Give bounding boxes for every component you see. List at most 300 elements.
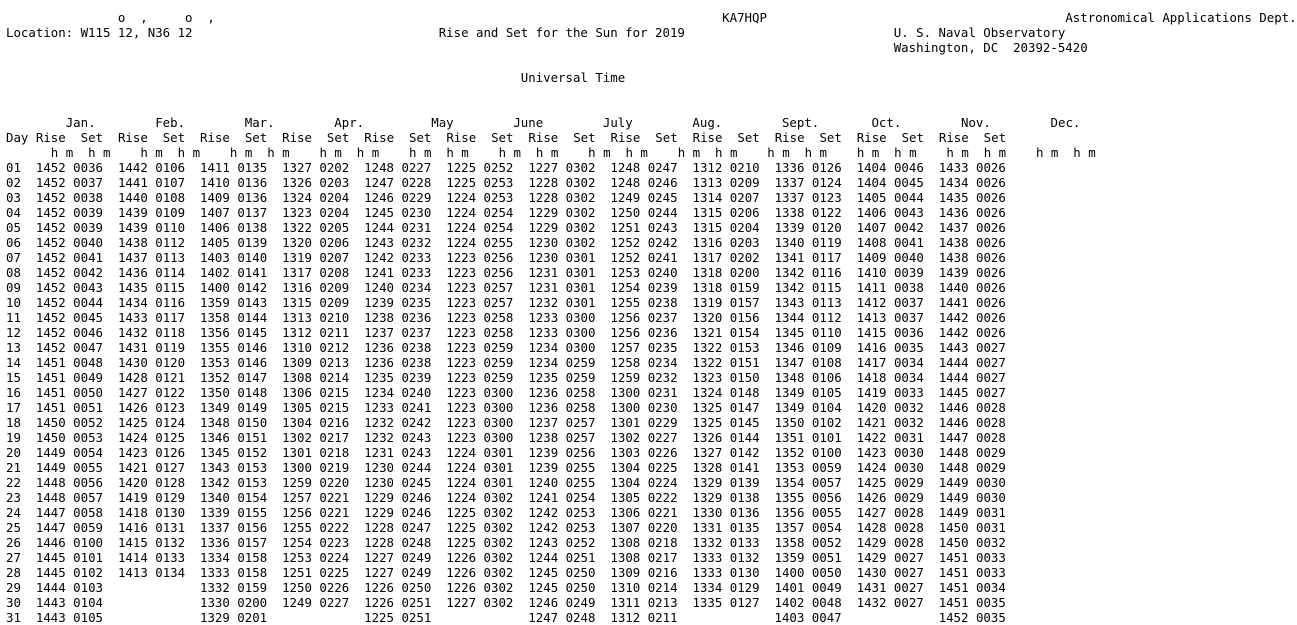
- rise-set-cell: 1245 0250: [528, 580, 596, 595]
- rise-set-cell: 1442 0026: [938, 310, 1006, 325]
- rise-set-cell: 1232 0242: [364, 415, 432, 430]
- rise-set-cell: 1230 0302: [528, 235, 596, 250]
- rise-set-cell: 1230 0245: [364, 475, 432, 490]
- rise-set-cell: 1353 0059: [774, 460, 842, 475]
- rise-set-cell: 1329 0201: [200, 610, 268, 625]
- rise-set-cell: 1234 0259: [528, 355, 596, 370]
- rise-set-cell: 1450 0052: [35, 415, 103, 430]
- day-number: 22: [6, 475, 21, 490]
- rise-set-cell: 1236 0258: [528, 385, 596, 400]
- rise-set-cell: 1300 0230: [610, 400, 678, 415]
- rise-set-cell: 1256 0236: [610, 325, 678, 340]
- rise-set-cell: 1254 0239: [610, 280, 678, 295]
- day-number: 13: [6, 340, 21, 355]
- rise-set-cell: 1332 0159: [200, 580, 268, 595]
- rise-set-cell: 1450 0031: [938, 520, 1006, 535]
- rise-set-cell: 1308 0214: [282, 370, 350, 385]
- table-line: [6, 25, 1065, 40]
- day-number: 07: [6, 250, 21, 265]
- rise-set-cell: 1323 0150: [692, 370, 760, 385]
- rise-set-cell: 1223 0256: [446, 250, 514, 265]
- rise-set-cell: 1341 0117: [774, 250, 842, 265]
- rise-set-cell: 1320 0156: [692, 310, 760, 325]
- rise-set-cell: 1237 0257: [528, 415, 596, 430]
- set-label: Set: [573, 130, 596, 145]
- rise-set-cell: 1450 0032: [938, 535, 1006, 550]
- location-label: Location: W115 12, N36 12: [6, 25, 193, 40]
- rise-label: Rise: [856, 130, 887, 145]
- rise-set-cell: 1315 0209: [282, 295, 350, 310]
- rise-set-cell: 1252 0242: [610, 235, 678, 250]
- rise-set-cell: 1313 0209: [692, 175, 760, 190]
- rise-set-cell: 1346 0109: [774, 340, 842, 355]
- rise-set-cell: 1346 0151: [200, 430, 268, 445]
- rise-set-cell: 1432 0118: [117, 325, 186, 340]
- rise-set-cell: 1344 0112: [774, 310, 842, 325]
- table-line: [6, 220, 1013, 235]
- day-number: 31: [6, 610, 21, 625]
- rise-set-cell: 1409 0136: [200, 190, 268, 205]
- rise-set-cell: 1451 0034: [938, 580, 1006, 595]
- rise-set-cell: 1340 0119: [774, 235, 842, 250]
- rise-set-cell: 1451 0051: [35, 400, 103, 415]
- rise-set-cell: 1446 0028: [938, 400, 1006, 415]
- rise-set-cell: 1334 0129: [692, 580, 760, 595]
- rise-set-cell: 1324 0204: [282, 190, 350, 205]
- rise-set-cell: 1451 0050: [35, 385, 103, 400]
- rise-units: h m: [946, 145, 969, 160]
- rise-set-cell: 1249 0245: [610, 190, 678, 205]
- rise-set-cell: 1415 0132: [117, 535, 186, 550]
- day-number: 01: [6, 160, 21, 175]
- rise-set-cell: 1436 0114: [117, 265, 186, 280]
- rise-set-cell: 1330 0200: [200, 595, 268, 610]
- rise-set-cell: 1236 0258: [528, 400, 596, 415]
- rise-set-cell: 1431 0119: [117, 340, 186, 355]
- set-units: h m: [88, 145, 111, 160]
- rise-set-cell: 1443 0027: [938, 340, 1006, 355]
- rise-set-cell: 1223 0256: [446, 265, 514, 280]
- rise-set-cell: 1430 0027: [856, 565, 924, 580]
- rise-set-cell: 1256 0237: [610, 310, 678, 325]
- rise-set-cell: 1225 0252: [446, 160, 514, 175]
- rise-label: Rise: [364, 130, 395, 145]
- rise-set-cell: 1337 0156: [200, 520, 268, 535]
- rise-set-cell: 1224 0301: [446, 445, 514, 460]
- month-header: Mar.: [244, 115, 275, 130]
- day-number: 30: [6, 595, 21, 610]
- rise-set-cell: 1229 0302: [528, 220, 596, 235]
- rise-set-cell: 1224 0254: [446, 205, 514, 220]
- observatory-name: U. S. Naval Observatory: [893, 25, 1066, 40]
- rise-set-cell: 1406 0138: [200, 220, 268, 235]
- rise-set-cell: 1315 0206: [692, 205, 760, 220]
- rise-set-cell: 1413 0037: [856, 310, 924, 325]
- table-line: [6, 295, 1013, 310]
- rise-set-cell: 1329 0138: [692, 490, 760, 505]
- set-label: Set: [80, 130, 104, 145]
- set-label: Set: [244, 130, 268, 145]
- rise-set-cell: 1433 0117: [117, 310, 186, 325]
- table-line: [6, 520, 1013, 535]
- rise-set-cell: 1429 0027: [856, 550, 924, 565]
- rise-set-cell: 1302 0217: [282, 430, 350, 445]
- rise-set-cell: 1350 0102: [774, 415, 842, 430]
- rise-set-cell: 1452 0040: [35, 235, 103, 250]
- rise-set-cell: 1446 0028: [938, 415, 1006, 430]
- rise-set-cell: 1440 0108: [117, 190, 186, 205]
- table-line: [6, 460, 1013, 475]
- table-line: [6, 490, 1013, 505]
- rise-set-cell: 1403 0140: [200, 250, 268, 265]
- rise-set-cell: 1321 0154: [692, 325, 760, 340]
- rise-set-cell: 1223 0300: [446, 430, 514, 445]
- rise-set-cell: 1419 0033: [856, 385, 924, 400]
- day-number: 17: [6, 400, 21, 415]
- rise-set-cell: 1236 0238: [364, 340, 432, 355]
- table-line: [6, 250, 1013, 265]
- rise-set-cell: 1450 0053: [35, 430, 103, 445]
- rise-set-cell: 1355 0146: [200, 340, 268, 355]
- rise-set-cell: 1338 0122: [774, 205, 842, 220]
- rise-set-cell: 1444 0103: [35, 580, 103, 595]
- rise-set-cell: 1246 0229: [364, 190, 432, 205]
- month-header: June: [513, 115, 544, 130]
- rise-set-cell: 1438 0026: [938, 250, 1006, 265]
- rise-set-cell: 1421 0032: [856, 415, 924, 430]
- rise-set-cell: 1242 0253: [528, 505, 596, 520]
- rise-set-cell: 1233 0300: [528, 310, 596, 325]
- rise-set-cell: 1232 0243: [364, 430, 432, 445]
- rise-set-cell: 1257 0221: [282, 490, 350, 505]
- table-line: [6, 475, 1013, 490]
- rise-set-cell: 1231 0243: [364, 445, 432, 460]
- month-header: Jan.: [65, 115, 96, 130]
- set-label: Set: [162, 130, 186, 145]
- rise-set-cell: 1239 0256: [528, 445, 596, 460]
- rise-set-cell: 1326 0203: [282, 175, 350, 190]
- rise-set-cell: 1226 0251: [364, 595, 432, 610]
- rise-set-cell: 1336 0157: [200, 535, 268, 550]
- day-number: 05: [6, 220, 21, 235]
- rise-set-cell: 1339 0120: [774, 220, 842, 235]
- rise-set-cell: 1434 0026: [938, 175, 1006, 190]
- table-line: [6, 265, 1013, 280]
- rise-set-cell: 1449 0031: [938, 505, 1006, 520]
- rise-set-cell: 1433 0026: [938, 160, 1006, 175]
- month-header: Oct.: [871, 115, 902, 130]
- rise-set-cell: 1227 0249: [364, 550, 432, 565]
- rise-set-cell: 1307 0220: [610, 520, 678, 535]
- day-number: 06: [6, 235, 21, 250]
- rise-set-cell: 1256 0221: [282, 505, 350, 520]
- table-line: [6, 145, 1103, 160]
- rise-set-cell: 1443 0104: [35, 595, 103, 610]
- table-line: [6, 370, 1013, 385]
- table-line: [6, 430, 1013, 445]
- rise-set-cell: 1250 0244: [610, 205, 678, 220]
- rise-set-cell: 1223 0257: [446, 280, 514, 295]
- rise-units: h m: [677, 145, 701, 160]
- rise-set-cell: 1241 0254: [528, 490, 596, 505]
- rise-set-cell: 1448 0029: [938, 460, 1006, 475]
- table-line: [6, 10, 1297, 25]
- rise-set-cell: 1426 0029: [856, 490, 924, 505]
- rise-set-cell: 1352 0100: [774, 445, 842, 460]
- station-call-sign: KA7HQP: [722, 10, 767, 25]
- rise-set-cell: 1345 0110: [774, 325, 842, 340]
- table-line: [6, 70, 625, 85]
- rise-set-cell: 1230 0301: [528, 250, 596, 265]
- rise-set-cell: 1234 0240: [364, 385, 432, 400]
- rise-set-cell: 1415 0036: [856, 325, 924, 340]
- day-number: 04: [6, 205, 21, 220]
- rise-set-cell: 1255 0238: [610, 295, 678, 310]
- rise-set-cell: 1451 0033: [938, 565, 1006, 580]
- rise-set-cell: 1305 0215: [282, 400, 350, 415]
- day-number: 12: [6, 325, 21, 340]
- rise-label: Rise: [282, 130, 312, 145]
- rise-set-cell: 1442 0106: [117, 160, 186, 175]
- rise-set-cell: 1349 0104: [774, 400, 842, 415]
- rise-set-cell: 1248 0227: [364, 160, 432, 175]
- rise-set-cell: 1237 0237: [364, 325, 432, 340]
- rise-set-cell: 1230 0244: [364, 460, 432, 475]
- rise-set-cell: 1240 0255: [528, 475, 596, 490]
- rise-set-cell: 1434 0116: [117, 295, 186, 310]
- rise-units: h m: [856, 145, 880, 160]
- rise-set-cell: 1252 0241: [610, 250, 678, 265]
- rise-set-cell: 1426 0123: [117, 400, 186, 415]
- table-line: [6, 595, 1013, 610]
- rise-set-cell: 1451 0033: [938, 550, 1006, 565]
- table-line: [6, 235, 1013, 250]
- table-line: [6, 310, 1013, 325]
- rise-set-cell: 1312 0210: [692, 160, 760, 175]
- day-number: 03: [6, 190, 21, 205]
- rise-set-cell: 1240 0234: [364, 280, 432, 295]
- rise-set-cell: 1234 0300: [528, 340, 596, 355]
- rise-set-cell: 1424 0125: [117, 430, 186, 445]
- set-units: h m: [535, 145, 559, 160]
- rise-set-cell: 1236 0238: [364, 355, 432, 370]
- rise-set-cell: 1225 0302: [446, 535, 514, 550]
- rise-set-cell: 1449 0030: [938, 490, 1006, 505]
- rise-set-cell: 1431 0027: [856, 580, 924, 595]
- day-number: 25: [6, 520, 21, 535]
- rise-set-cell: 1323 0204: [282, 205, 350, 220]
- rise-set-cell: 1334 0158: [200, 550, 268, 565]
- rise-set-cell: 1316 0209: [282, 280, 350, 295]
- rise-set-cell: 1414 0133: [117, 550, 186, 565]
- set-units: h m: [446, 145, 469, 160]
- day-number: 23: [6, 490, 21, 505]
- rise-set-cell: 1309 0216: [610, 565, 678, 580]
- table-line: [6, 385, 1013, 400]
- rise-label: Rise: [117, 130, 148, 145]
- rise-set-cell: 1318 0200: [692, 265, 760, 280]
- rise-set-cell: 1428 0121: [117, 370, 186, 385]
- rise-set-cell: 1423 0030: [856, 445, 924, 460]
- day-number: 27: [6, 550, 21, 565]
- rise-set-cell: 1358 0052: [774, 535, 842, 550]
- rise-set-cell: 1228 0248: [364, 535, 432, 550]
- rise-set-cell: 1407 0042: [856, 220, 924, 235]
- table-line: [6, 355, 1013, 370]
- rise-set-cell: 1439 0026: [938, 265, 1006, 280]
- day-number: 18: [6, 415, 21, 430]
- rise-set-cell: 1353 0146: [200, 355, 268, 370]
- table-line: [6, 340, 1013, 355]
- location-degree-marks: o , o ,: [117, 10, 215, 25]
- day-column-label: Day: [6, 130, 29, 145]
- rise-units: h m: [409, 145, 432, 160]
- rise-set-cell: 1419 0129: [117, 490, 186, 505]
- table-line: [6, 115, 1080, 130]
- rise-set-cell: 1309 0213: [282, 355, 350, 370]
- day-number: 16: [6, 385, 21, 400]
- rise-units: h m: [50, 145, 74, 160]
- set-label: Set: [737, 130, 760, 145]
- rise-set-cell: 1225 0253: [446, 175, 514, 190]
- table-line: [6, 175, 1013, 190]
- rise-label: Rise: [35, 130, 66, 145]
- rise-set-cell: 1326 0144: [692, 430, 760, 445]
- rise-set-cell: 1424 0030: [856, 460, 924, 475]
- rise-set-cell: 1238 0257: [528, 430, 596, 445]
- rise-set-cell: 1420 0032: [856, 400, 924, 415]
- rise-set-cell: 1448 0029: [938, 445, 1006, 460]
- day-number: 14: [6, 355, 21, 370]
- rise-set-cell: 1233 0241: [364, 400, 432, 415]
- set-label: Set: [409, 130, 432, 145]
- rise-set-cell: 1329 0139: [692, 475, 760, 490]
- rise-set-cell: 1452 0039: [35, 220, 103, 235]
- rise-set-cell: 1422 0031: [856, 430, 924, 445]
- rise-set-cell: 1303 0226: [610, 445, 678, 460]
- rise-set-cell: 1318 0159: [692, 280, 760, 295]
- rise-units: h m: [319, 145, 342, 160]
- rise-label: Rise: [610, 130, 641, 145]
- rise-set-cell: 1405 0139: [200, 235, 268, 250]
- rise-set-cell: 1342 0116: [774, 265, 842, 280]
- rise-set-cell: 1359 0051: [774, 550, 842, 565]
- table-line: [6, 415, 1013, 430]
- rise-set-cell: 1403 0047: [774, 610, 842, 625]
- rise-set-cell: 1325 0147: [692, 400, 760, 415]
- rise-set-cell: 1438 0026: [938, 235, 1006, 250]
- rise-units: h m: [1035, 145, 1059, 160]
- time-zone-label: Universal Time: [520, 70, 626, 85]
- rise-set-cell: 1223 0257: [446, 295, 514, 310]
- rise-label: Rise: [528, 130, 559, 145]
- rise-set-cell: 1311 0213: [610, 595, 678, 610]
- table-line: [6, 445, 1013, 460]
- rise-set-cell: 1304 0216: [282, 415, 350, 430]
- rise-set-cell: 1447 0058: [35, 505, 103, 520]
- rise-set-cell: 1349 0149: [200, 400, 268, 415]
- day-number: 02: [6, 175, 21, 190]
- rise-set-cell: 1445 0102: [35, 565, 103, 580]
- table-line: [6, 190, 1013, 205]
- day-number: 11: [6, 310, 21, 325]
- rise-set-cell: 1325 0145: [692, 415, 760, 430]
- rise-set-cell: 1421 0127: [117, 460, 186, 475]
- rise-set-cell: 1251 0225: [282, 565, 350, 580]
- rise-set-cell: 1452 0047: [35, 340, 103, 355]
- table-line: [6, 280, 1013, 295]
- rise-set-cell: 1356 0055: [774, 505, 842, 520]
- rise-set-cell: 1452 0035: [938, 610, 1006, 625]
- rise-set-cell: 1449 0055: [35, 460, 103, 475]
- day-number: 08: [6, 265, 21, 280]
- rise-set-cell: 1242 0253: [528, 520, 596, 535]
- rise-set-cell: 1355 0056: [774, 490, 842, 505]
- set-units: h m: [715, 145, 738, 160]
- rise-set-cell: 1248 0246: [610, 175, 678, 190]
- rise-set-cell: 1308 0217: [610, 550, 678, 565]
- rise-set-cell: 1312 0211: [282, 325, 350, 340]
- rise-set-cell: 1408 0041: [856, 235, 924, 250]
- rise-set-cell: 1348 0106: [774, 370, 842, 385]
- rise-set-cell: 1444 0027: [938, 370, 1006, 385]
- rise-set-cell: 1328 0141: [692, 460, 760, 475]
- rise-label: Rise: [692, 130, 723, 145]
- day-number: 10: [6, 295, 21, 310]
- rise-label: Rise: [774, 130, 805, 145]
- rise-set-cell: 1250 0226: [282, 580, 350, 595]
- set-label: Set: [819, 130, 842, 145]
- rise-set-cell: 1358 0144: [200, 310, 268, 325]
- rise-set-cell: 1402 0048: [774, 595, 842, 610]
- rise-set-cell: 1258 0234: [610, 355, 678, 370]
- rise-set-cell: 1306 0215: [282, 385, 350, 400]
- rise-set-cell: 1253 0224: [282, 550, 350, 565]
- rise-set-cell: 1242 0233: [364, 250, 432, 265]
- rise-set-cell: 1301 0229: [610, 415, 678, 430]
- rise-set-cell: 1438 0112: [117, 235, 186, 250]
- rise-set-cell: 1423 0126: [117, 445, 186, 460]
- rise-set-cell: 1227 0249: [364, 565, 432, 580]
- rise-set-cell: 1357 0054: [774, 520, 842, 535]
- rise-set-cell: 1245 0250: [528, 565, 596, 580]
- day-number: 15: [6, 370, 21, 385]
- month-header: Sept.: [781, 115, 820, 130]
- rise-set-cell: 1333 0130: [692, 565, 760, 580]
- rise-set-cell: 1228 0302: [528, 175, 596, 190]
- rise-set-cell: 1451 0048: [35, 355, 103, 370]
- table-line: [6, 535, 1013, 550]
- set-label: Set: [491, 130, 514, 145]
- rise-set-cell: 1312 0211: [610, 610, 678, 625]
- rise-set-cell: 1228 0302: [528, 190, 596, 205]
- rise-set-cell: 1246 0249: [528, 595, 596, 610]
- rise-set-cell: 1337 0124: [774, 175, 842, 190]
- day-number: 28: [6, 565, 21, 580]
- rise-set-cell: 1257 0235: [610, 340, 678, 355]
- rise-set-cell: 1425 0029: [856, 475, 924, 490]
- rise-set-cell: 1259 0232: [610, 370, 678, 385]
- rise-set-cell: 1226 0250: [364, 580, 432, 595]
- rise-set-cell: 1319 0207: [282, 250, 350, 265]
- rise-set-cell: 1225 0251: [364, 610, 432, 625]
- rise-set-cell: 1340 0154: [200, 490, 268, 505]
- rise-set-cell: 1324 0148: [692, 385, 760, 400]
- rise-set-cell: 1452 0039: [35, 205, 103, 220]
- day-number: 20: [6, 445, 21, 460]
- rise-set-cell: 1259 0220: [282, 475, 350, 490]
- rise-set-cell: 1223 0258: [446, 325, 514, 340]
